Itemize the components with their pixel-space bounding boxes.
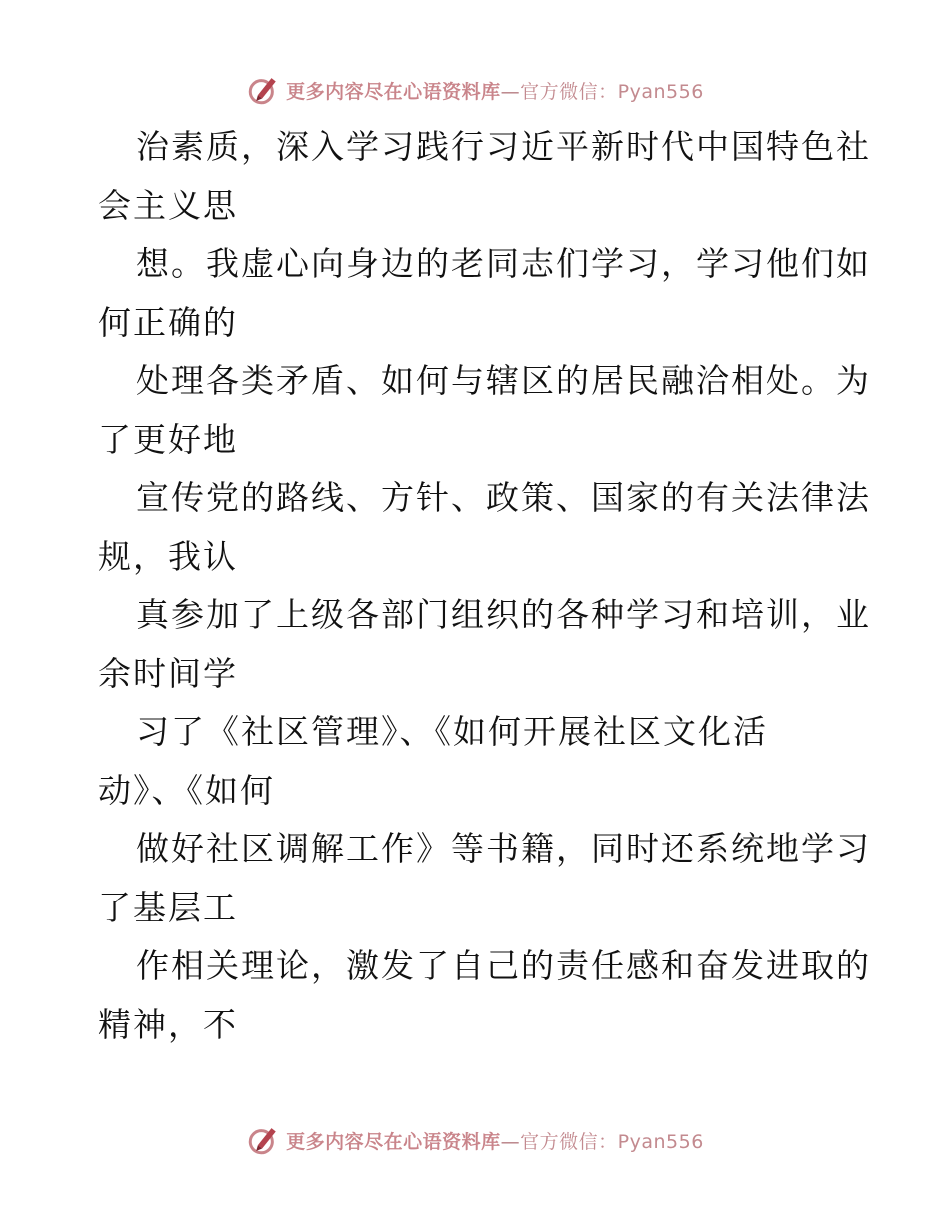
text-line: 处理各类矛盾、如何与辖区的居民融洽相处。为	[136, 361, 871, 400]
text-line: 精神，不	[98, 1004, 238, 1044]
footer-text	[286, 1127, 704, 1154]
header-banner	[0, 70, 950, 110]
text-line: 余时间学	[98, 653, 238, 693]
footer-banner	[0, 1120, 950, 1160]
text-line: 真参加了上级各部门组织的各种学习和培训，业	[136, 595, 871, 634]
footer-site-text: 更多内容尽在心语资料库	[286, 1130, 501, 1153]
header-site-text: 更多内容尽在心语资料库	[286, 80, 501, 103]
text-line: 习了《社区管理》、《如何开展社区文化活	[136, 712, 768, 751]
text-line: 宣传党的路线、方针、政策、国家的有关法律法	[136, 478, 871, 517]
header-contact-text: 官方微信：Pyan556	[520, 80, 704, 103]
footer-separator: —	[500, 1130, 521, 1153]
pen-nib-icon	[246, 73, 280, 107]
document-body	[98, 118, 871, 1054]
footer-contact-text: 官方微信：Pyan556	[520, 1130, 704, 1153]
text-line: 何正确的	[98, 302, 238, 342]
text-line: 动》、《如何	[98, 770, 275, 810]
pen-nib-icon	[246, 1123, 280, 1157]
text-line: 会主义思	[98, 185, 238, 225]
header-separator: —	[500, 80, 521, 103]
text-line: 做好社区调解工作》等书籍，同时还系统地学习	[136, 829, 871, 868]
text-line: 治素质，深入学习践行习近平新时代中国特色社	[136, 127, 871, 166]
text-line: 了基层工	[98, 887, 238, 927]
text-line: 想。我虚心向身边的老同志们学习，学习他们如	[136, 244, 871, 283]
text-line: 了更好地	[98, 419, 238, 459]
text-line: 规，我认	[98, 536, 238, 576]
text-line: 作相关理论，激发了自己的责任感和奋发进取的	[136, 946, 871, 985]
header-text	[286, 77, 704, 104]
